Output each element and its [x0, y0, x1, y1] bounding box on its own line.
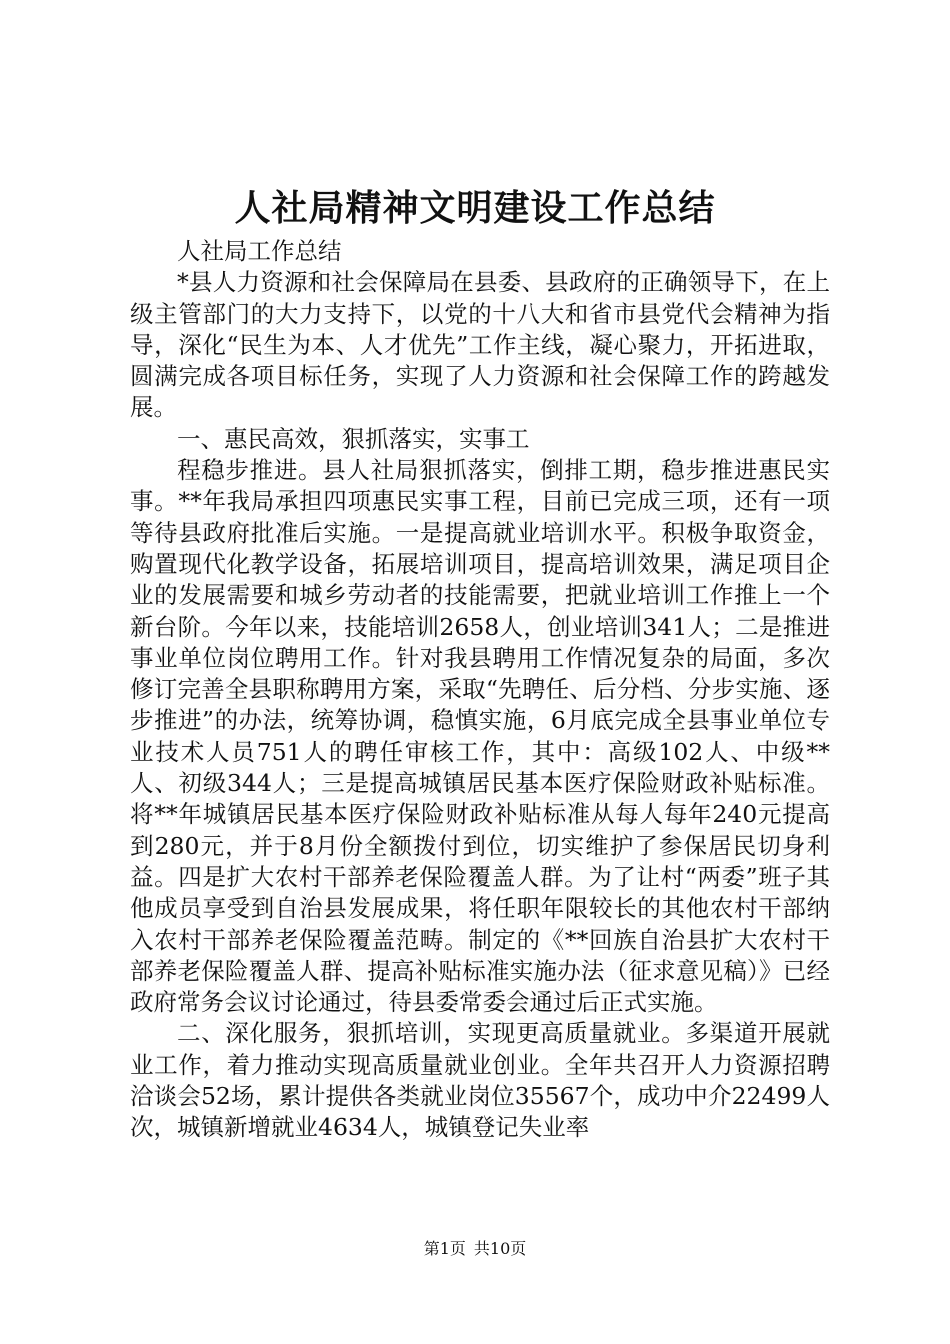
subtitle-paragraph: 人社局工作总结: [177, 237, 342, 265]
intro-paragraph: *县人力资源和社会保障局在县委、县政府的正确领导下，在上级主管部门的大力支持下，以党的十八大和省市县党代会精神为指导，深化“民生为本、人才优先”工作主线，凝心聚力，开拓进取，圆满完成各项目标任务，实现了人力资源和社会保障工作的跨越发展。: [130, 268, 830, 422]
section-two-paragraph: 二、深化服务，狠抓培训，实现更高质量就业。多渠道开展就业工作，着力推动实现高质量就业创业。全年共召开人力资源招聘洽谈会52场，累计提供各类就业岗位35567个，成功中介22499人次，城镇新增就业4634人，城镇登记失业率: [130, 1019, 830, 1142]
page-footer: [0, 1237, 950, 1261]
document-title: 人社局精神文明建设工作总结: [234, 187, 716, 229]
page-number: 第1页: [423, 1239, 466, 1258]
section-one-paragraph: 程稳步推进。县人社局狠抓落实，倒排工期，稳步推进惠民实事。**年我局承担四项惠民实事工程，目前已完成三项，还有一项等待县政府批准后实施。一是提高就业培训水平。积极争取资金，购置现代化教学设备，拓展培训项目，提高培训效果，满足项目企业的发展需要和城乡劳动者的技能需要，把就业培训工作推上一个新台阶。今年以来，技能培训2658人，创业培训341人；二是推进事业单位岗位聘用工作。针对我县聘用工作情况复杂的局面，多次修订完善全县职称聘用方案，采取“先聘任、后分档、分步实施、逐步推进”的办法，统筹协调，稳慎实施，6月底完成全县事业单位专业技术人员751人的聘任审核工作，其中：高级102人、中级**人、初级344人；三是提高城镇居民基本医疗保险财政补贴标准。将**年城镇居民基本医疗保险财政补贴标准从每人每年240元提高到280元，并于8月份全额拨付到位，切实维护了参保居民切身利益。四是扩大农村干部养老保险覆盖人群。为了让村“两委”班子其他成员享受到自治县发展成果，将任职年限较长的其他农村干部纳入农村干部养老保险覆盖范畴。制定的《**回族自治县扩大农村干部养老保险覆盖人群、提高补贴标准实施办法（征求意见稿）》已经政府常务会议讨论通过，待县委常委会通过后正式实施。: [130, 456, 830, 1017]
page-total: 共10页: [473, 1239, 527, 1258]
document-body: [130, 236, 830, 1144]
section-one-heading: 一、惠民高效，狠抓落实，实事工: [177, 424, 530, 453]
